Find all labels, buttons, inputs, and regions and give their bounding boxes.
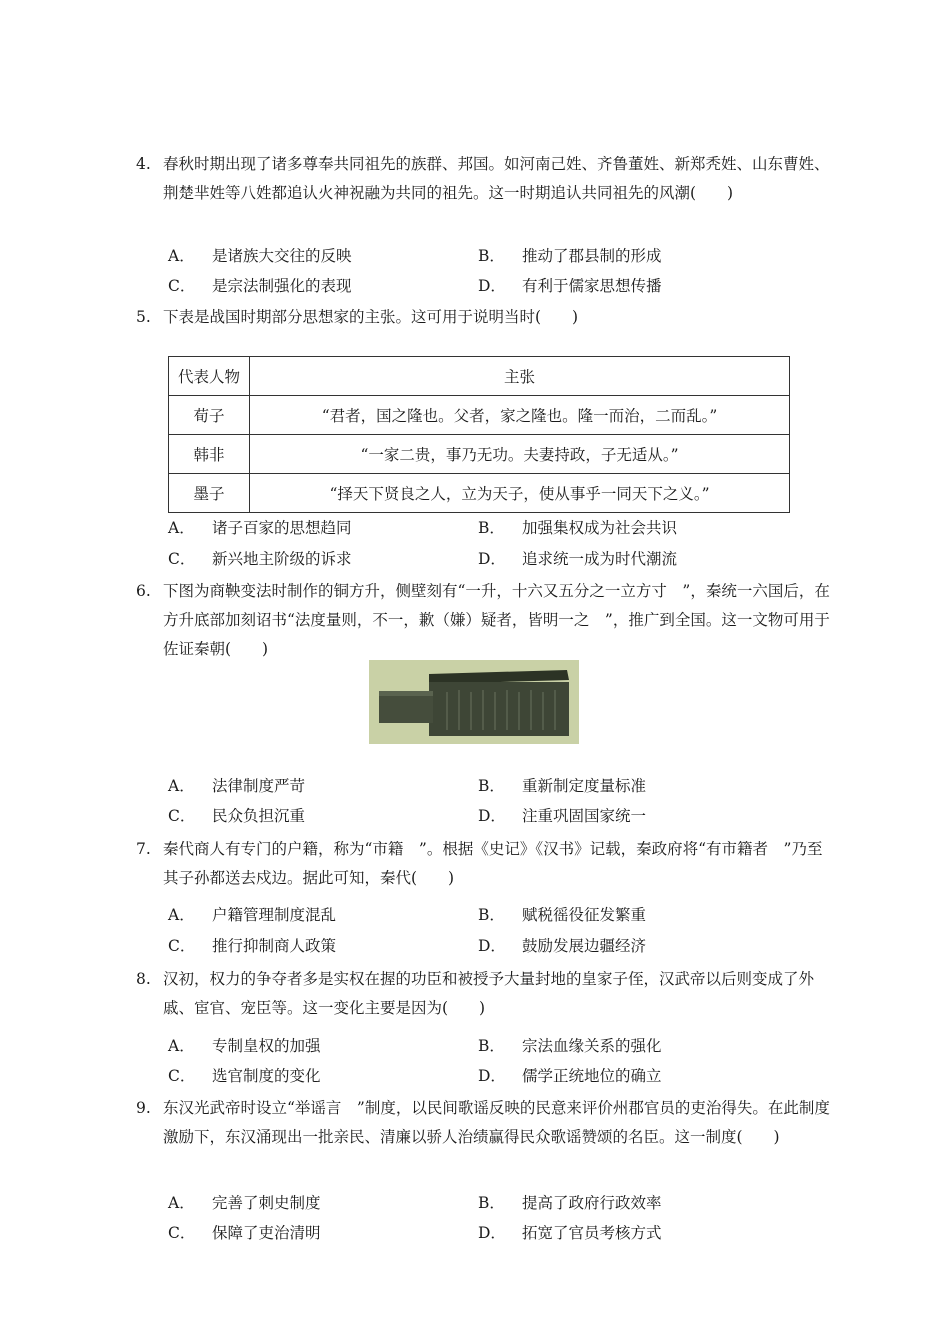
option-d[interactable]: D． 拓宽了官员考核方式 <box>478 1224 662 1242</box>
question-6 <box>136 577 836 664</box>
option-a[interactable]: A． 专制皇权的加强 <box>168 1037 321 1055</box>
option-a[interactable]: A． 完善了刺史制度 <box>168 1194 321 1212</box>
question-stem <box>136 150 836 208</box>
option-b[interactable]: B． 推动了郡县制的形成 <box>478 247 662 265</box>
option-d[interactable]: D． 追求统一成为时代潮流 <box>478 550 678 568</box>
option-c[interactable]: C． 保障了吏治清明 <box>168 1224 321 1242</box>
table-cell: 荀子 <box>169 396 250 435</box>
question-4 <box>136 150 836 208</box>
option-a[interactable]: A． 诸子百家的思想趋同 <box>168 519 352 537</box>
option-b[interactable]: B． 重新制定度量标准 <box>478 777 647 795</box>
question-number: 8. <box>136 970 151 988</box>
table-header-cell: 代表人物 <box>169 357 250 396</box>
table-header-cell: 主张 <box>250 357 790 396</box>
bronze-measure-photo <box>369 660 579 744</box>
option-a[interactable]: A． 户籍管理制度混乱 <box>168 906 337 924</box>
option-b[interactable]: B． 赋税徭役征发繁重 <box>478 906 647 924</box>
question-number: 4. <box>136 155 151 173</box>
option-c[interactable]: C． 推行抑制商人政策 <box>168 937 337 955</box>
option-c[interactable]: C． 民众负担沉重 <box>168 807 306 825</box>
option-b[interactable]: B． 加强集权成为社会共识 <box>478 519 678 537</box>
stem-text: 汉初，权力的争夺者多是实权在握的功臣和被授予大量封地的皇家子侄，汉武帝以后则变成了外戚、宦官、宠臣等。这一变化主要是因为( ) <box>163 970 815 1017</box>
option-c[interactable]: C． 是宗法制强化的表现 <box>168 277 352 295</box>
option-c[interactable]: C． 选官制度的变化 <box>168 1067 321 1085</box>
option-b[interactable]: B． 宗法血缘关系的强化 <box>478 1037 662 1055</box>
option-c[interactable]: C． 新兴地主阶级的诉求 <box>168 550 352 568</box>
option-d[interactable]: D． 儒学正统地位的确立 <box>478 1067 662 1085</box>
thinkers-table <box>168 356 790 513</box>
question-stem <box>136 303 836 332</box>
question-number: 7. <box>136 840 151 858</box>
stem-text: 下表是战国时期部分思想家的主张。这可用于说明当时( ) <box>163 308 579 326</box>
stem-text: 下图为商鞅变法时制作的铜方升，侧壁刻有“一升，十六又五分之一立方寸 ”，秦统一六国后，在方升底部加刻诏书“法度量则，不一，歉（嫌）疑者，皆明一之 ”，推广到全国。这一文物可用于佐证秦朝( ) <box>163 582 830 658</box>
question-stem <box>136 1094 836 1152</box>
question-number: 5. <box>136 308 151 326</box>
table-cell: “择天下贤良之人，立为天子，使从事乎一同天下之义。” <box>250 474 790 513</box>
stem-text: 秦代商人有专门的户籍，称为“市籍 ”。根据《史记》《汉书》记载，秦政府将“有市籍者 ”乃至其子孙都送去戍边。据此可知，秦代( ) <box>163 840 823 887</box>
stem-text: 春秋时期出现了诸多尊奉共同祖先的族群、邦国。如河南己姓、齐鲁董姓、新郑秃姓、山东曹姓、荆楚芈姓等八姓都追认火神祝融为共同的祖先。这一时期追认共同祖先的风潮( ) <box>163 155 830 202</box>
table-cell: “一家二贵，事乃无功。夫妻持政，子无适从。” <box>250 435 790 474</box>
table-cell: 韩非 <box>169 435 250 474</box>
question-5 <box>136 303 836 332</box>
option-b[interactable]: B． 提高了政府行政效率 <box>478 1194 662 1212</box>
question-7 <box>136 835 836 893</box>
option-d[interactable]: D． 鼓励发展边疆经济 <box>478 937 647 955</box>
table-header-row <box>169 357 790 396</box>
table-row <box>169 435 790 474</box>
question-9 <box>136 1094 836 1152</box>
bronze-measure-illustration <box>369 660 579 744</box>
option-a[interactable]: A． 法律制度严苛 <box>168 777 306 795</box>
question-stem <box>136 835 836 893</box>
stem-text: 东汉光武帝时设立“举谣言 ”制度，以民间歌谣反映的民意来评价州郡官员的吏治得失。在此制度激励下，东汉涌现出一批亲民、清廉以骄人治绩赢得民众歌谣赞颂的名臣。这一制度( ) <box>163 1099 830 1146</box>
question-8 <box>136 965 836 1023</box>
table-cell: 墨子 <box>169 474 250 513</box>
table-row <box>169 474 790 513</box>
table-cell: “君者，国之隆也。父者，家之隆也。隆一而治，二而乱。” <box>250 396 790 435</box>
option-d[interactable]: D． 注重巩固国家统一 <box>478 807 647 825</box>
table-row <box>169 396 790 435</box>
question-number: 9. <box>136 1099 151 1117</box>
question-stem <box>136 577 836 664</box>
question-number: 6. <box>136 582 151 600</box>
option-d[interactable]: D． 有利于儒家思想传播 <box>478 277 662 295</box>
option-a[interactable]: A． 是诸族大交往的反映 <box>168 247 352 265</box>
question-stem <box>136 965 836 1023</box>
